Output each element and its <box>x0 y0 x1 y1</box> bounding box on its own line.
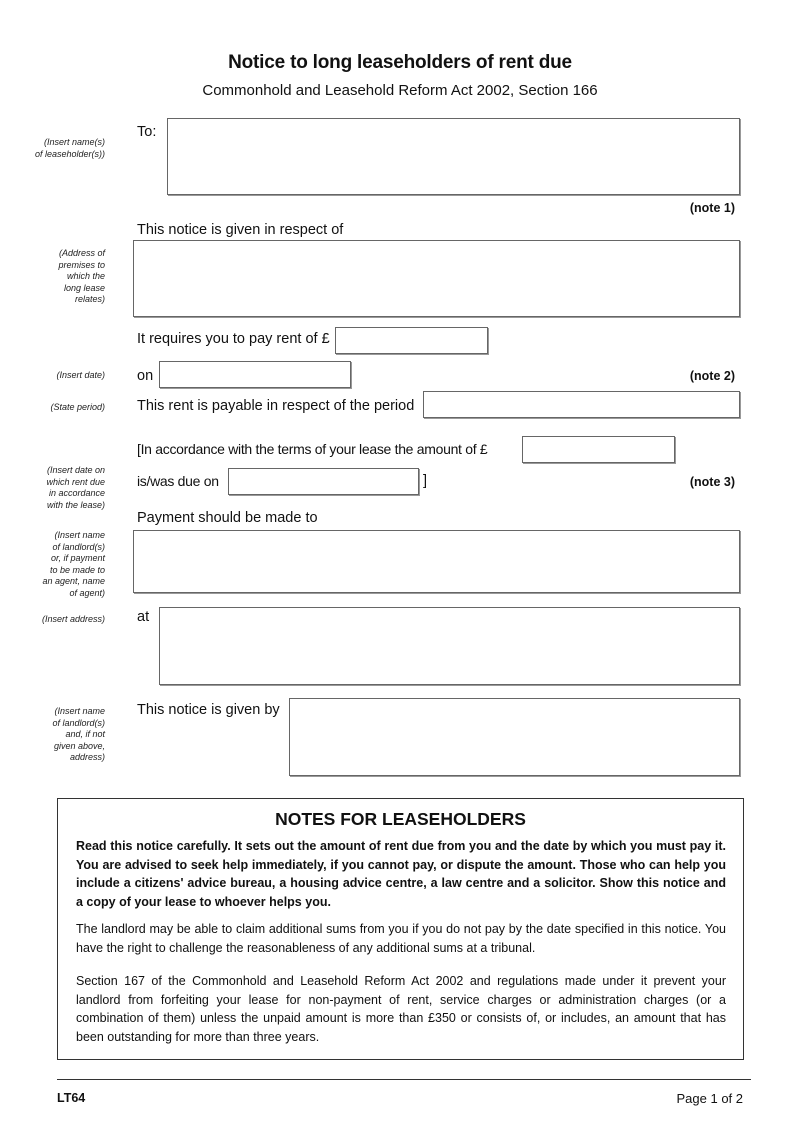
side-note-line: long lease <box>63 282 105 293</box>
due-on-label: is/was due on <box>137 473 219 489</box>
payment-date-field[interactable] <box>159 361 351 388</box>
page-title: Notice to long leaseholders of rent due <box>228 52 572 73</box>
side-note-leaseholder <box>15 137 105 160</box>
note-2-reference: (note 2) <box>689 369 735 383</box>
period-label: This rent is payable in respect of the period <box>137 398 415 414</box>
rent-label: It requires you to pay rent of £ <box>137 331 330 347</box>
side-note-line: which the <box>66 271 105 281</box>
rent-period-field[interactable] <box>423 391 740 418</box>
footer-divider <box>57 1079 751 1080</box>
side-note-line: (Insert name <box>54 706 105 716</box>
payee-name-field[interactable] <box>133 530 740 593</box>
leaseholder-name-field[interactable] <box>167 118 740 195</box>
side-note-line: premises to <box>58 259 105 270</box>
notes-paragraph-2: The landlord may be able to claim additional sums from you if you do not pay by the date specified in this notice. You have the right to challenge the reasonableness of any additional sums at a tribunal. <box>76 922 726 955</box>
given-by-label: This notice is given by <box>137 702 280 718</box>
payee-address-field[interactable] <box>159 607 740 685</box>
side-note-premises <box>15 248 105 306</box>
side-note-line: (Insert name <box>54 530 105 540</box>
side-note-line: or, if payment <box>50 553 105 563</box>
side-note-address <box>15 614 105 626</box>
side-note-line: (Insert name(s) <box>43 137 105 147</box>
notes-for-leaseholders <box>57 798 744 1060</box>
notes-paragraph-1: Read this notice carefully. It sets out the amount of rent due from you and the date by which you must pay it. You are advised to seek help immediately, if you cannot pay, or dispute the amount. Those who can help you include a citizens' advice bureau, a housing advice centre, a law centre and a solicitor. Show this notice and a copy of your lease to whoever helps you. <box>76 839 726 909</box>
side-note-given-by <box>15 706 105 764</box>
form-code: LT64 <box>57 1091 86 1105</box>
side-note-line: (Insert date on <box>46 465 105 475</box>
lease-amount-label: [In accordance with the terms of your lease the amount of £ <box>137 441 488 457</box>
premises-address-field[interactable] <box>133 240 740 317</box>
side-note-line: an agent, name <box>42 576 105 586</box>
at-label: at <box>137 609 150 625</box>
lease-amount-field[interactable] <box>522 436 675 463</box>
side-note-line: of agent) <box>69 587 105 598</box>
close-bracket: ] <box>423 473 428 489</box>
due-date-field[interactable] <box>228 468 419 495</box>
note-3-reference: (note 3) <box>689 475 735 489</box>
side-note-line: relates) <box>74 294 105 304</box>
on-label: on <box>137 368 154 384</box>
side-note-line: (Insert date) <box>56 370 105 380</box>
payment-label: Payment should be made to <box>137 510 318 526</box>
side-note-insert-date <box>15 370 105 382</box>
side-note-state-period <box>15 402 105 414</box>
side-note-line: to be made to <box>49 564 105 575</box>
side-note-line: of landlord(s) <box>52 541 105 552</box>
side-note-line: address) <box>69 752 105 762</box>
side-note-line: (Address of <box>58 248 105 258</box>
side-note-line: (Insert address) <box>41 614 105 624</box>
notes-paragraph-3: Section 167 of the Commonhold and Leasehold Reform Act 2002 and regulations made under it prevent your landlord from forfeiting your lease for non-payment of rent, service charges or administration charges (or a combination of them) unless the unpaid amount is more than £350 or consists of, or includes, an amount that has been outstanding for more than three years. <box>76 974 726 1044</box>
side-note-line: with the lease) <box>46 499 105 510</box>
note-1-reference: (note 1) <box>689 201 735 215</box>
page-subtitle: Commonhold and Leasehold Reform Act 2002, Section 166 <box>202 82 598 99</box>
notes-title: NOTES FOR LEASEHOLDERS <box>275 809 526 829</box>
side-note-payee <box>15 530 105 599</box>
side-note-line: of landlord(s) <box>52 717 105 728</box>
side-note-line: in accordance <box>48 488 105 498</box>
side-note-line: of leaseholder(s)) <box>34 148 105 159</box>
side-note-line: given above, <box>53 740 105 751</box>
side-note-line: (State period) <box>50 402 105 412</box>
side-note-line: which rent due <box>46 476 105 487</box>
side-note-due-date <box>15 465 105 511</box>
respect-label: This notice is given in respect of <box>137 222 344 238</box>
given-by-field[interactable] <box>289 698 740 776</box>
side-note-line: and, if not <box>65 729 105 739</box>
page-number: Page 1 of 2 <box>676 1091 743 1106</box>
to-label: To: <box>137 124 157 140</box>
rent-amount-field[interactable] <box>335 327 488 354</box>
